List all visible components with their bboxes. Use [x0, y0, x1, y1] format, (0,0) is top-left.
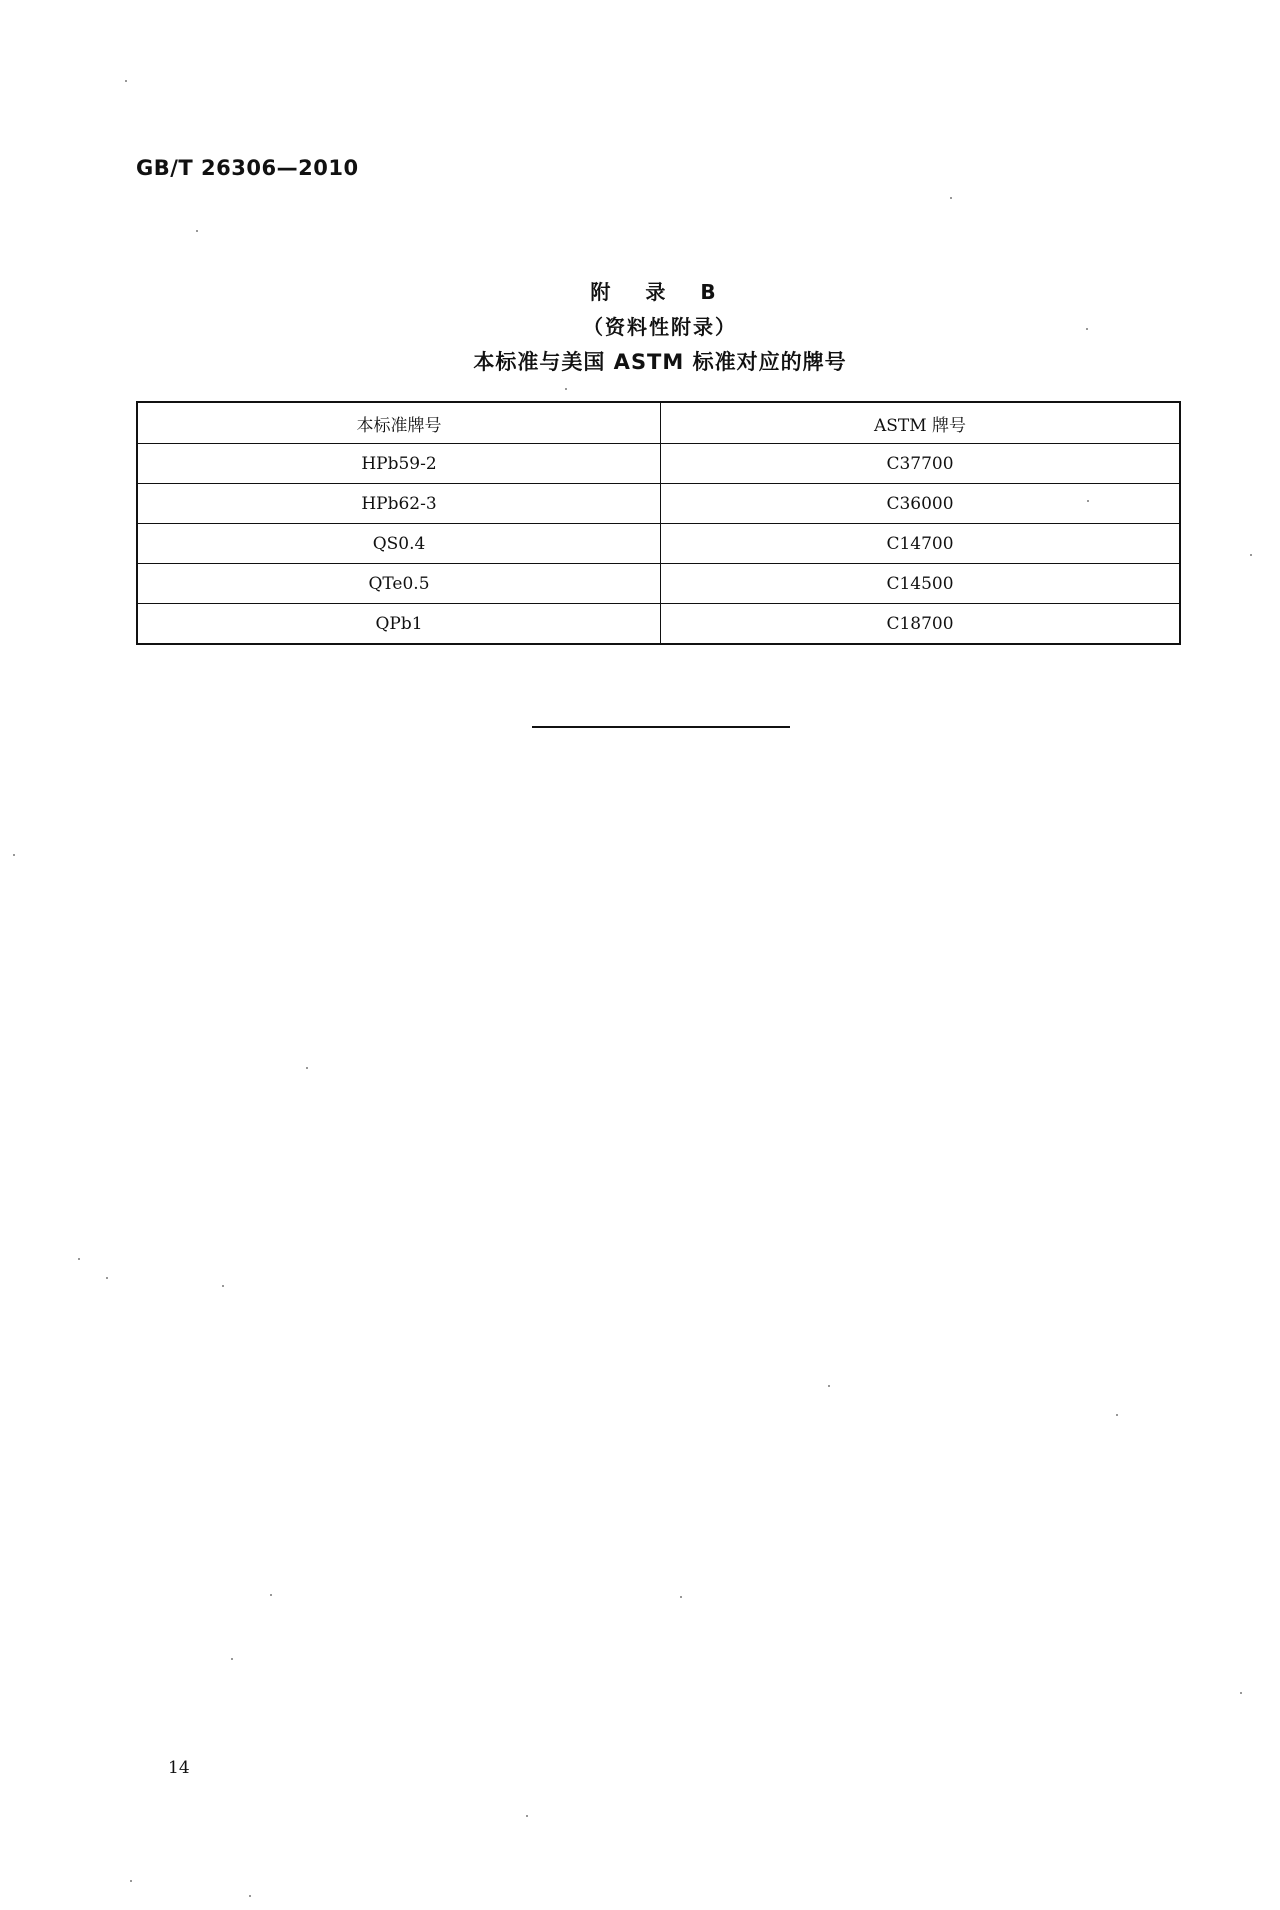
table-row: [137, 484, 1180, 524]
scan-speck: [78, 1258, 80, 1260]
scan-speck: [196, 230, 198, 232]
scan-speck: [1086, 328, 1088, 330]
column-header-astm-grade: ASTM 牌号: [661, 402, 1181, 444]
standard-grade-cell: QS0.4: [137, 524, 661, 564]
astm-grade-cell: C18700: [661, 604, 1181, 645]
standard-grade-cell: QTe0.5: [137, 564, 661, 604]
table-row: [137, 444, 1180, 484]
scan-speck: [1087, 500, 1089, 502]
scan-speck: [270, 1594, 272, 1596]
appendix-heading: 本标准与美国 ASTM 标准对应的牌号: [473, 350, 847, 374]
scan-speck: [828, 1385, 830, 1387]
end-of-document-rule: [532, 726, 790, 728]
astm-grade-cell: C36000: [661, 484, 1181, 524]
scan-speck: [1250, 554, 1252, 556]
scan-speck: [222, 1285, 224, 1287]
page-number: 14: [168, 1758, 190, 1778]
scan-speck: [1116, 1414, 1118, 1416]
scan-speck: [249, 1895, 251, 1897]
scan-speck: [130, 1880, 132, 1882]
scan-speck: [125, 80, 127, 82]
table-row: [137, 604, 1180, 645]
astm-grade-cell: C37700: [661, 444, 1181, 484]
column-header-standard-grade: 本标准牌号: [137, 402, 661, 444]
astm-grade-cell: C14500: [661, 564, 1181, 604]
grade-correspondence-table: [136, 401, 1181, 645]
appendix-type: （资料性附录）: [583, 315, 737, 339]
appendix-title: 附 录 B: [590, 280, 730, 304]
table-row: [137, 564, 1180, 604]
scan-speck: [13, 854, 15, 856]
scan-speck: [306, 1067, 308, 1069]
scan-speck: [1240, 1692, 1242, 1694]
astm-grade-cell: C14700: [661, 524, 1181, 564]
standard-grade-cell: HPb62-3: [137, 484, 661, 524]
table-row: [137, 524, 1180, 564]
table-header-row: [137, 402, 1180, 444]
standard-code: GB/T 26306—2010: [136, 156, 359, 180]
scan-speck: [106, 1277, 108, 1279]
scan-speck: [526, 1815, 528, 1817]
scan-speck: [950, 197, 952, 199]
scan-speck: [565, 388, 567, 390]
standard-grade-cell: HPb59-2: [137, 444, 661, 484]
scan-speck: [231, 1658, 233, 1660]
standard-grade-cell: QPb1: [137, 604, 661, 645]
scan-speck: [680, 1596, 682, 1598]
